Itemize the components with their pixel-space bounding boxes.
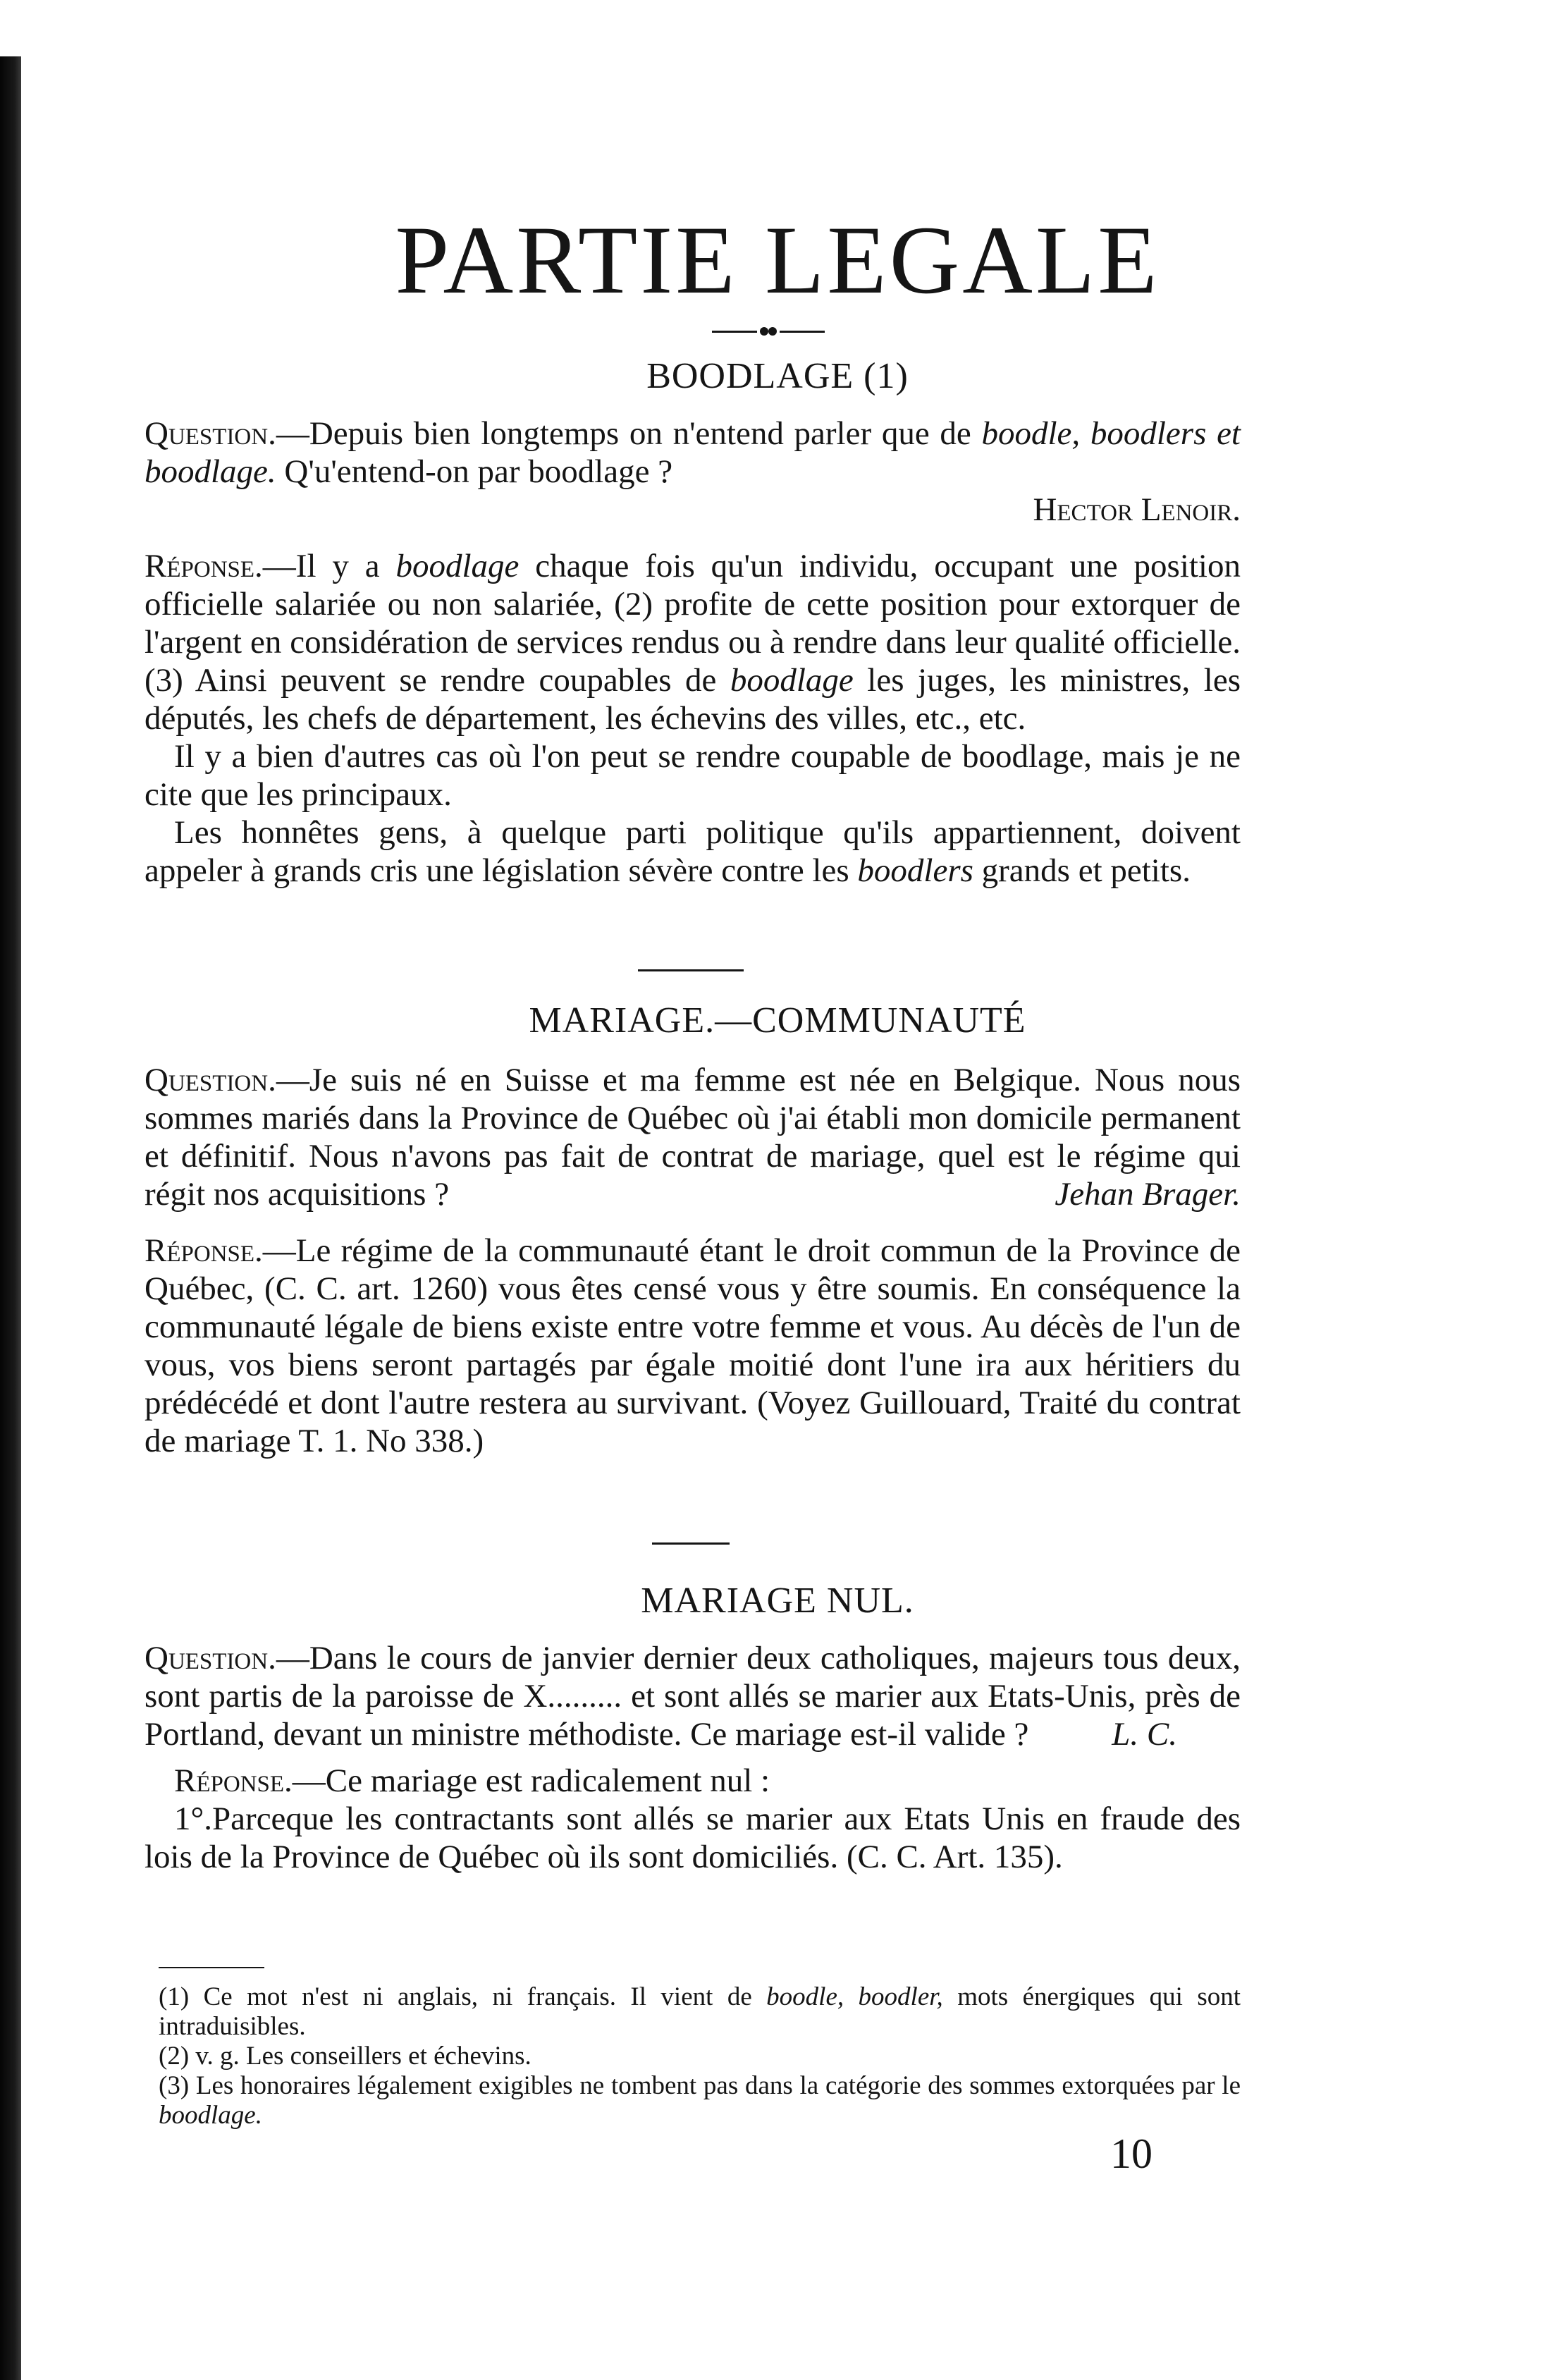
question-label: Question. [145, 415, 276, 452]
question-paragraph: Question.—Je suis né en Suisse et ma femme est née en Belgique. Nous nous sommes mariés dans la Province de Québec où j'ai établi mon domicile permanent et définitif. Nous n'avons pas fait de contrat de mariage, quel est le régime qui régit nos acquisitions ? [145, 1062, 1241, 1213]
paragraph-honest-people: Les honnêtes gens, à quelque parti politique qu'ils appartiennent, doivent appeler à grands cris une législation sévère contre les boodlers grands et petits. [145, 814, 1241, 889]
section-boodlage-body [145, 415, 1241, 890]
point-one-paragraph: 1°.Parceque les contractants sont allés se marier aux Etats Unis en fraude des lois de la Province de Québec où ils sont domiciliés. (C. C. Art. 135). [145, 1801, 1241, 1875]
section-divider [638, 969, 744, 971]
title-ornament [712, 324, 825, 338]
question-paragraph: Question.—Depuis bien longtemps on n'entend parler que de boodle, boodlers et boodlage. Q'u'entend-on par boodlage ? [145, 415, 1241, 490]
answer-label: Réponse. [145, 1232, 263, 1269]
answer-label: Réponse. [174, 1762, 293, 1799]
answer-paragraph: Réponse.—Le régime de la communauté étant le droit commun de la Province de Québec, (C. C. art. 1260) vous êtes censé vous y être soumis. En conséquence la communauté légale de biens existe entre votre femme et vous. Au décès de l'un de vous, vos biens seront partagés par égale moitié dont l'une ira aux héritiers du prédécédé et dont l'autre restera au survivant. (Voyez Guillouard, Traité du contrat de mariage T. 1. No 338.) [145, 1232, 1241, 1459]
section-communaute-body [145, 1061, 1241, 1460]
answer-paragraph: Réponse.—Il y a boodlage chaque fois qu'un individu, occupant une position officielle salariée ou non salariée, (2) profite de cette position pour extorquer de l'argent en considération de services rendus ou à rendre dans leur qualité officielle. (3) Ainsi peuvent se rendre coupables de boodlage les juges, les ministres, les députés, les chefs de département, les échevins des villes, etc., etc. [145, 548, 1241, 737]
footnotes [159, 1982, 1241, 2130]
question-signature: L. C. [1112, 1716, 1177, 1753]
page-number: 10 [1110, 2130, 1153, 2177]
scan-edge-shadow [0, 56, 21, 2380]
answer-paragraph: Réponse.—Ce mariage est radicalement nul : [174, 1762, 770, 1799]
question-signature: Hector Lenoir. [1033, 491, 1241, 528]
question-signature: Jehan Brager. [1055, 1176, 1241, 1213]
footnote-3: (3) Les honoraires légalement exigibles ne tombent pas dans la catégorie des sommes extorquées par le boodlage. [159, 2071, 1241, 2130]
question-label: Question. [145, 1640, 276, 1676]
question-label: Question. [145, 1062, 276, 1098]
section-mariage-nul-body [145, 1639, 1241, 1876]
footnote-rule [159, 1967, 264, 1968]
section-divider [652, 1542, 730, 1545]
question-paragraph: Question.—Dans le cours de janvier dernier deux catholiques, majeurs tous deux, sont partis de la paroisse de X......... et sont allés se marier aux Etats-Unis, près de Portland, devant un ministre méthodiste. Ce mariage est-il valide ? [145, 1640, 1241, 1753]
page-title: PARTIE LEGALE [395, 206, 1160, 314]
footnote-2: (2) v. g. Les conseillers et échevins. [159, 2042, 531, 2071]
footnote-1: (1) Ce mot n'est ni anglais, ni français. Il vient de boodle, boodler, mots énergiques qui sont intraduisibles. [159, 1982, 1241, 2041]
paragraph-other-cases: Il y a bien d'autres cas où l'on peut se rendre coupable de boodlage, mais je ne cite que les principaux. [145, 738, 1241, 813]
answer-label: Réponse. [145, 548, 263, 584]
section-heading-mariage-communaute: MARIAGE.—COMMUNAUTÉ [529, 1000, 1026, 1041]
section-heading-boodlage: BOODLAGE (1) [646, 356, 909, 396]
section-heading-mariage-nul: MARIAGE NUL. [641, 1581, 914, 1621]
